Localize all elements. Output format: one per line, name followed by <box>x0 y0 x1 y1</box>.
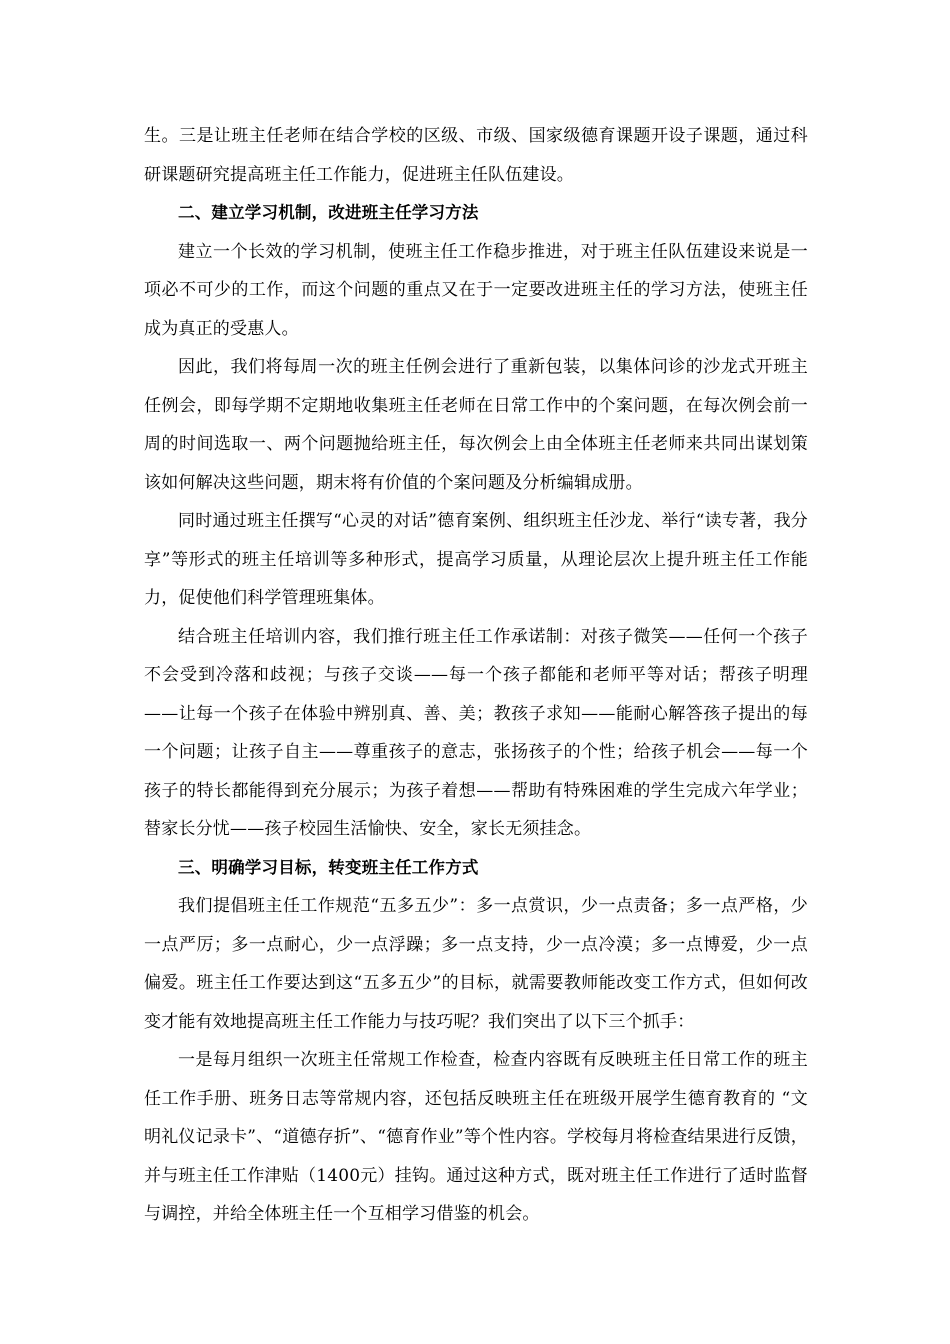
paragraph: 一是每月组织一次班主任常规工作检查，检查内容既有反映班主任日常工作的班主任工作手册、班务日志等常规内容，还包括反映班主任在班级开展学生德育教育的 “文明礼仪记录卡”、“道德存折”、“德育作业”等个性内容。学校每月将检查结果进行反馈，并与班主任工作津贴（1400元）挂钩。通过这种方式，既对班主任工作进行了适时监督与调控，并给全体班主任一个互相学习借鉴的机会。 <box>144 1050 808 1224</box>
paragraph: 同时通过班主任撰写“心灵的对话”德育案例、组织班主任沙龙、举行“读专著，我分享”等形式的班主任培训等多种形式，提高学习质量，从理论层次上提升班主任工作能力，促使他们科学管理班集体。 <box>144 511 808 608</box>
paragraph: 因此，我们将每周一次的班主任例会进行了重新包装，以集体问诊的沙龙式开班主任例会，即每学期不定期地收集班主任老师在日常工作中的个案问题，在每次例会前一周的时间选取一、两个问题抛给班主任，每次例会上由全体班主任老师来共同出谋划策该如何解决这些问题，期末将有价值的个案问题及分析编辑成册。 <box>144 357 808 493</box>
paragraph: 建立一个长效的学习机制，使班主任工作稳步推进，对于班主任队伍建设来说是一项必不可少的工作，而这个问题的重点又在于一定要改进班主任的学习方法，使班主任成为真正的受惠人。 <box>144 241 808 339</box>
section-heading-2: 二、建立学习机制，改进班主任学习方法 <box>178 203 479 222</box>
paragraph: 我们提倡班主任工作规范“五多五少”：多一点赏识，少一点责备；多一点严格，少一点严厉；多一点耐心，少一点浮躁；多一点支持，少一点冷漠；多一点博爱，少一点偏爱。班主任工作要达到这“五多五少”的目标，就需要教师能改变工作方式，但如何改变才能有效地提高班主任工作能力与技巧呢？我们突出了以下三个抓手： <box>144 896 808 1032</box>
document-body <box>144 117 808 1234</box>
paragraph: 结合班主任培训内容，我们推行班主任工作承诺制：对孩子微笑——任何一个孩子不会受到冷落和歧视；与孩子交谈——每一个孩子都能和老师平等对话；帮孩子明理——让每一个孩子在体验中辨别真、善、美；教孩子求知——能耐心解答孩子提出的每一个问题；让孩子自主——尊重孩子的意志，张扬孩子的个性；给孩子机会——每一个孩子的特长都能得到充分展示；为孩子着想——帮助有特殊困难的学生完成六年学业；替家长分忧——孩子校园生活愉快、安全，家长无须挂念。 <box>144 626 808 839</box>
paragraph-continuation: 生。三是让班主任老师在结合学校的区级、市级、国家级德育课题开设子课题，通过科研课题研究提高班主任工作能力，促进班主任队伍建设。 <box>144 126 808 185</box>
section-heading-3: 三、明确学习目标，转变班主任工作方式 <box>178 857 479 877</box>
